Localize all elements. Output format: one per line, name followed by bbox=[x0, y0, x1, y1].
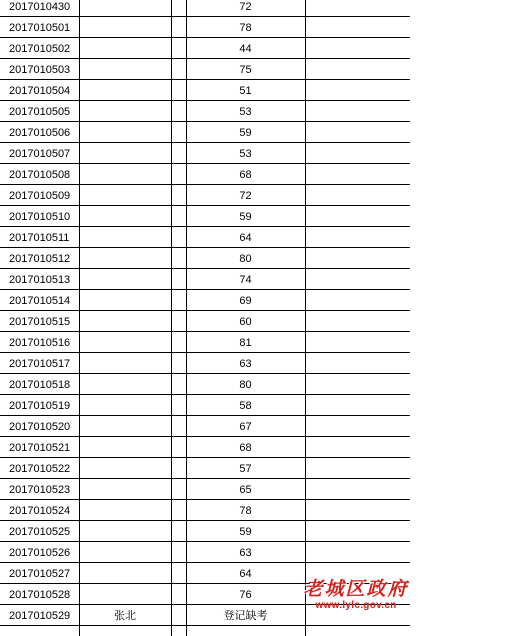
score-cell: 51 bbox=[239, 85, 252, 97]
candidate-name-cell bbox=[79, 185, 171, 205]
candidate-name-cell bbox=[79, 164, 171, 184]
candidate-name-cell bbox=[79, 416, 171, 436]
candidate-id-cell: 2017010529 bbox=[9, 610, 71, 622]
candidate-name-cell bbox=[79, 122, 171, 142]
table-row bbox=[0, 521, 410, 542]
candidate-name-cell: 张北 bbox=[114, 610, 136, 622]
note-cell bbox=[305, 353, 410, 373]
table-row bbox=[0, 290, 410, 311]
candidate-id-cell: 2017010517 bbox=[9, 358, 71, 370]
candidate-id-cell: 2017010512 bbox=[9, 253, 71, 265]
candidate-name-cell bbox=[79, 269, 171, 289]
candidate-id-cell: 2017010502 bbox=[9, 43, 71, 55]
table-row bbox=[0, 458, 410, 479]
candidate-name-cell bbox=[79, 80, 171, 100]
candidate-id-cell: 2017010522 bbox=[9, 463, 71, 475]
candidate-id-cell: 2017010430 bbox=[9, 1, 71, 13]
candidate-id-cell: 2017010527 bbox=[9, 568, 71, 580]
score-cell: 登记缺考 bbox=[223, 610, 268, 622]
note-cell bbox=[305, 143, 410, 163]
note-cell bbox=[305, 374, 410, 394]
score-cell: 80 bbox=[239, 253, 252, 265]
candidate-id-cell: 2017010511 bbox=[9, 232, 70, 244]
candidate-id-cell: 2017010518 bbox=[9, 379, 71, 391]
table-row bbox=[0, 416, 410, 437]
table-row bbox=[0, 38, 410, 59]
table-row bbox=[0, 395, 410, 416]
score-cell: 60 bbox=[239, 316, 252, 328]
note-cell bbox=[305, 248, 410, 268]
candidate-id-cell: 2017010508 bbox=[9, 169, 71, 181]
candidate-id-cell: 2017010503 bbox=[9, 64, 71, 76]
candidate-name-cell bbox=[79, 248, 171, 268]
score-cell: 53 bbox=[239, 106, 252, 118]
note-cell bbox=[305, 122, 410, 142]
candidate-id-cell: 2017010506 bbox=[9, 127, 71, 139]
score-cell: 59 bbox=[239, 211, 252, 223]
table-row bbox=[0, 584, 410, 605]
note-cell bbox=[305, 416, 410, 436]
score-cell: 63 bbox=[239, 547, 252, 559]
watermark-title: 老城区政府 bbox=[303, 578, 409, 600]
score-cell: 67 bbox=[239, 421, 252, 433]
score-cell: 69 bbox=[239, 295, 252, 307]
candidate-id-cell: 2017010515 bbox=[9, 316, 71, 328]
candidate-name-cell bbox=[79, 311, 171, 331]
score-cell: 64 bbox=[239, 568, 252, 580]
score-cell: 53 bbox=[239, 148, 252, 160]
note-cell bbox=[305, 605, 410, 625]
candidate-name-cell bbox=[79, 395, 171, 415]
note-cell bbox=[305, 185, 410, 205]
score-cell: 75 bbox=[239, 64, 252, 76]
candidate-name-cell bbox=[79, 101, 171, 121]
score-cell: 74 bbox=[239, 274, 252, 286]
candidate-id-cell: 2017010528 bbox=[9, 589, 71, 601]
score-cell: 63 bbox=[239, 358, 252, 370]
column-divider bbox=[79, 0, 80, 636]
note-cell bbox=[305, 0, 410, 16]
candidate-id-cell: 2017010507 bbox=[9, 148, 71, 160]
table-row bbox=[0, 143, 410, 164]
table-row bbox=[0, 248, 410, 269]
table-row bbox=[0, 542, 410, 563]
candidate-name-cell bbox=[79, 353, 171, 373]
candidate-id-cell: 2017010509 bbox=[9, 190, 71, 202]
candidate-id-cell: 2017010513 bbox=[9, 274, 71, 286]
note-cell bbox=[305, 59, 410, 79]
score-cell: 57 bbox=[239, 463, 252, 475]
column-divider bbox=[305, 0, 306, 636]
candidate-id-cell: 2017010521 bbox=[9, 442, 71, 454]
candidate-name-cell bbox=[79, 437, 171, 457]
table-row bbox=[0, 437, 410, 458]
note-cell bbox=[305, 395, 410, 415]
candidate-name-cell bbox=[79, 584, 171, 604]
table-row bbox=[0, 374, 410, 395]
candidate-id-cell: 2017010520 bbox=[9, 421, 71, 433]
table-row bbox=[0, 563, 410, 584]
table-row bbox=[0, 311, 410, 332]
candidate-id-cell: 2017010505 bbox=[9, 106, 71, 118]
score-cell: 59 bbox=[239, 526, 252, 538]
candidate-name-cell bbox=[79, 17, 171, 37]
table-row bbox=[0, 227, 410, 248]
candidate-id-cell: 2017010516 bbox=[9, 337, 71, 349]
score-cell: 65 bbox=[239, 484, 252, 496]
candidate-name-cell bbox=[79, 332, 171, 352]
candidate-name-cell bbox=[79, 479, 171, 499]
score-cell: 58 bbox=[239, 400, 252, 412]
table-row bbox=[0, 185, 410, 206]
column-divider bbox=[186, 0, 187, 636]
note-cell bbox=[305, 500, 410, 520]
candidate-name-cell bbox=[79, 143, 171, 163]
score-cell: 68 bbox=[239, 442, 252, 454]
note-cell bbox=[305, 479, 410, 499]
column-divider bbox=[171, 0, 172, 636]
candidate-id-cell: 2017010526 bbox=[9, 547, 71, 559]
candidate-name-cell bbox=[79, 59, 171, 79]
note-cell bbox=[305, 458, 410, 478]
candidate-id-cell: 2017010519 bbox=[9, 400, 71, 412]
score-cell: 72 bbox=[239, 190, 252, 202]
candidate-id-cell: 2017010514 bbox=[9, 295, 71, 307]
note-cell bbox=[305, 521, 410, 541]
score-cell: 81 bbox=[239, 337, 252, 349]
score-cell: 80 bbox=[239, 379, 252, 391]
candidate-id-cell: 2017010525 bbox=[9, 526, 71, 538]
table-row bbox=[0, 164, 410, 185]
note-cell bbox=[305, 164, 410, 184]
table-row bbox=[0, 332, 410, 353]
note-cell bbox=[305, 206, 410, 226]
table-row bbox=[0, 269, 410, 290]
note-cell bbox=[305, 584, 410, 604]
score-cell: 72 bbox=[239, 1, 252, 13]
candidate-id-cell: 2017010523 bbox=[9, 484, 71, 496]
note-cell bbox=[305, 290, 410, 310]
candidate-id-cell: 2017010501 bbox=[9, 22, 71, 34]
candidate-name-cell bbox=[79, 0, 171, 16]
candidate-name-cell bbox=[79, 38, 171, 58]
note-cell bbox=[305, 101, 410, 121]
table-row bbox=[0, 479, 410, 500]
score-cell: 68 bbox=[239, 169, 252, 181]
candidate-name-cell bbox=[79, 563, 171, 583]
candidate-id-cell: 2017010510 bbox=[9, 211, 71, 223]
score-cell: 44 bbox=[239, 43, 252, 55]
table-row bbox=[0, 80, 410, 101]
score-cell: 64 bbox=[239, 232, 252, 244]
note-cell bbox=[305, 269, 410, 289]
candidate-name-cell bbox=[79, 290, 171, 310]
candidate-name-cell bbox=[79, 227, 171, 247]
table-row bbox=[0, 17, 410, 38]
note-cell bbox=[305, 38, 410, 58]
score-cell: 59 bbox=[239, 127, 252, 139]
table-row bbox=[0, 605, 410, 626]
table-row bbox=[0, 59, 410, 80]
note-cell bbox=[305, 17, 410, 37]
note-cell bbox=[305, 80, 410, 100]
watermark-url: www.lylc.gov.cn bbox=[315, 600, 397, 611]
candidate-name-cell bbox=[79, 542, 171, 562]
candidate-name-cell bbox=[79, 374, 171, 394]
candidate-name-cell bbox=[79, 521, 171, 541]
table-row bbox=[0, 0, 410, 17]
table-row bbox=[0, 353, 410, 374]
note-cell bbox=[305, 332, 410, 352]
candidate-name-cell bbox=[79, 458, 171, 478]
candidate-id-cell: 2017010504 bbox=[9, 85, 71, 97]
table-row bbox=[0, 101, 410, 122]
candidate-name-cell bbox=[79, 206, 171, 226]
note-cell bbox=[305, 227, 410, 247]
note-cell bbox=[305, 542, 410, 562]
table-row bbox=[0, 206, 410, 227]
candidate-id-cell: 2017010524 bbox=[9, 505, 71, 517]
note-cell bbox=[305, 563, 410, 583]
score-cell: 76 bbox=[239, 589, 252, 601]
score-cell: 78 bbox=[239, 22, 252, 34]
note-cell bbox=[305, 311, 410, 331]
table-row bbox=[0, 122, 410, 143]
score-cell: 78 bbox=[239, 505, 252, 517]
note-cell bbox=[305, 437, 410, 457]
table-row bbox=[0, 500, 410, 521]
candidate-name-cell bbox=[79, 500, 171, 520]
